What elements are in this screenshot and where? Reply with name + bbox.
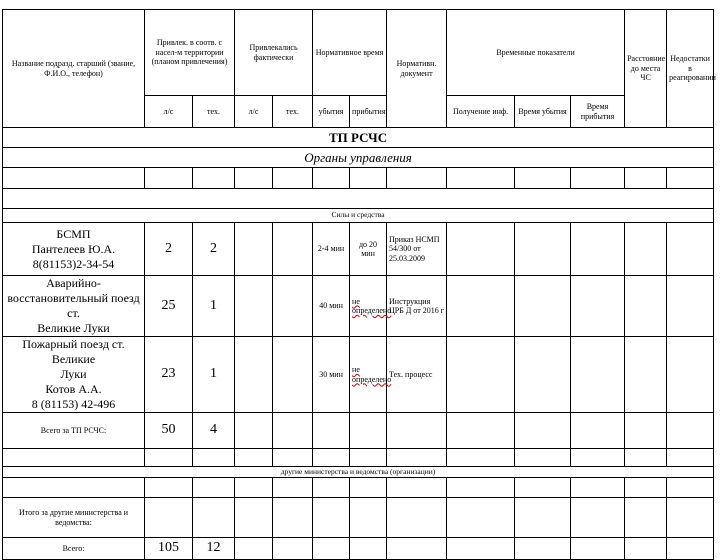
header-plan-tech: тех.	[193, 96, 235, 128]
plan-tech-value: 1	[193, 276, 235, 337]
plan-tech-value: 1	[193, 337, 235, 413]
other-ministries-title: другие министерства и ведомства (организации)	[3, 467, 714, 478]
empty-row	[3, 168, 714, 189]
norm-departure-value: 40 мин	[313, 276, 350, 337]
unit-name-cell: Аварийно- восстановительный поезд ст. Великие Луки	[3, 276, 145, 337]
norm-arrival-value: не определено	[350, 276, 387, 337]
header-attracted-fact: Привлекались фактически	[235, 10, 313, 96]
grand-total-ls: 105	[145, 538, 193, 560]
normative-doc-value: Приказ НСМП 54/300 от 25.03.2009	[387, 223, 447, 276]
section-title: ТП РСЧС	[3, 128, 714, 148]
norm-arrival-value: не определено	[350, 337, 387, 413]
total-tp-tech: 4	[193, 413, 235, 449]
plan-ls-value: 25	[145, 276, 193, 337]
grand-total-label: Всего:	[3, 538, 145, 560]
total-tp-ls: 50	[145, 413, 193, 449]
header-time-arrival: Время прибытия	[571, 96, 625, 128]
norm-arrival-value: до 20 мин	[350, 223, 387, 276]
total-other-label: Итого за другие министерства и ведомства:	[3, 498, 145, 538]
empty-row	[3, 449, 714, 467]
header-normative-time: Нормативное время	[313, 10, 387, 96]
plan-tech-value: 2	[193, 223, 235, 276]
header-time-indicators: Временные показатели	[447, 10, 625, 96]
normative-doc-value: Тех. процесс	[387, 337, 447, 413]
header-name: Название подразд. старший (звание, Ф.И.О., телефон)	[3, 10, 145, 128]
header-time-departure: Время убытия	[515, 96, 571, 128]
grand-total-tech: 12	[193, 538, 235, 560]
normative-doc-value: Инструкция ЦРБ Д от 2016 г	[387, 276, 447, 337]
header-fact-tech: тех.	[273, 96, 313, 128]
total-tp-row	[3, 413, 714, 449]
header-plan-ls: л/с	[145, 96, 193, 128]
header-info-received: Получение инф.	[447, 96, 515, 128]
plan-ls-value: 23	[145, 337, 193, 413]
management-bodies-title: Органы управления	[3, 148, 714, 168]
header-fact-ls: л/с	[235, 96, 273, 128]
grand-total-row	[3, 538, 714, 560]
norm-departure-value: 30 мин	[313, 337, 350, 413]
total-tp-label: Всего за ТП РСЧС:	[3, 413, 145, 449]
unit-name-cell: БСМП Пантелеев Ю.А. 8(81153)2-34-54	[3, 223, 145, 276]
header-attracted-plan: Привлек. в соотв. с насел-м территории (планом привлечения)	[145, 10, 235, 96]
forces-means-title: Силы и средства	[3, 209, 714, 223]
total-other-row	[3, 498, 714, 538]
header-norm-departure: убытия	[313, 96, 350, 128]
incident-response-table	[2, 9, 714, 560]
header-shortcomings: Недостатки в реагировании	[667, 10, 714, 128]
empty-row	[3, 478, 714, 498]
table-row	[3, 276, 714, 337]
norm-departure-value: 2-4 мин	[313, 223, 350, 276]
table-row	[3, 337, 714, 413]
empty-band	[3, 189, 714, 209]
plan-ls-value: 2	[145, 223, 193, 276]
header-norm-arrival: прибытия	[350, 96, 387, 128]
header-normative-doc: Нормативн. документ	[387, 10, 447, 128]
header-distance: Расстояние до места ЧС	[625, 10, 667, 128]
table-row	[3, 223, 714, 276]
unit-name-cell: Пожарный поезд ст. Великие Луки Котов А.А. 8 (81153) 42-496	[3, 337, 145, 413]
